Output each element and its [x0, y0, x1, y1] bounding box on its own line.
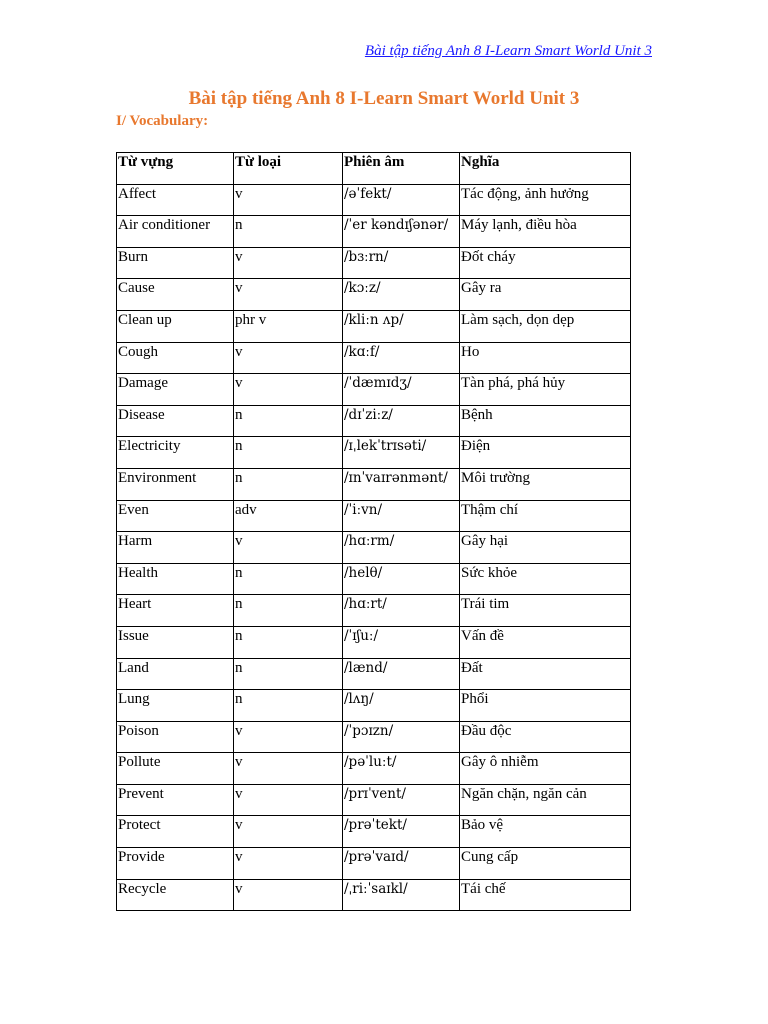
- cell-phonetic: /bɜːrn/: [343, 247, 460, 279]
- cell-meaning: Đất: [460, 658, 631, 690]
- cell-part-of-speech: n: [234, 658, 343, 690]
- cell-part-of-speech: v: [234, 374, 343, 406]
- cell-part-of-speech: n: [234, 468, 343, 500]
- cell-word: Poison: [117, 721, 234, 753]
- cell-meaning: Sức khỏe: [460, 563, 631, 595]
- cell-phonetic: /ˈdæmɪdʒ/: [343, 374, 460, 406]
- cell-word: Pollute: [117, 753, 234, 785]
- cell-phonetic: /hɑːrm/: [343, 532, 460, 564]
- cell-part-of-speech: v: [234, 721, 343, 753]
- cell-word: Issue: [117, 626, 234, 658]
- cell-word: Land: [117, 658, 234, 690]
- table-row: [117, 468, 631, 500]
- header-link[interactable]: Bài tập tiếng Anh 8 I-Learn Smart World Unit 3: [364, 43, 652, 59]
- cell-meaning: Điện: [460, 437, 631, 469]
- cell-meaning: Bệnh: [460, 405, 631, 437]
- cell-word: Air conditioner: [117, 216, 234, 248]
- cell-phonetic: /prəˈtekt/: [343, 816, 460, 848]
- cell-part-of-speech: v: [234, 342, 343, 374]
- cell-meaning: Phổi: [460, 690, 631, 722]
- table-row: [117, 342, 631, 374]
- cell-phonetic: /hɑːrt/: [343, 595, 460, 627]
- cell-part-of-speech: v: [234, 753, 343, 785]
- table-row: [117, 626, 631, 658]
- cell-part-of-speech: v: [234, 279, 343, 311]
- cell-word: Even: [117, 500, 234, 532]
- cell-part-of-speech: n: [234, 437, 343, 469]
- cell-meaning: Tái chế: [460, 879, 631, 911]
- table-row: [117, 595, 631, 627]
- header-meaning: Nghĩa: [460, 153, 631, 185]
- table-row: [117, 658, 631, 690]
- cell-phonetic: /əˈfekt/: [343, 184, 460, 216]
- cell-phonetic: /ˈɪʃuː/: [343, 626, 460, 658]
- cell-meaning: Tàn phá, phá hủy: [460, 374, 631, 406]
- cell-word: Damage: [117, 374, 234, 406]
- cell-word: Clean up: [117, 310, 234, 342]
- table-row: [117, 184, 631, 216]
- cell-meaning: Bảo vệ: [460, 816, 631, 848]
- cell-phonetic: /ˈer kəndɪʃənər/: [343, 216, 460, 248]
- cell-phonetic: /ˌriːˈsaɪkl/: [343, 879, 460, 911]
- table-row: [117, 500, 631, 532]
- cell-meaning: Máy lạnh, điều hòa: [460, 216, 631, 248]
- cell-part-of-speech: v: [234, 848, 343, 880]
- cell-word: Heart: [117, 595, 234, 627]
- cell-part-of-speech: n: [234, 563, 343, 595]
- cell-phonetic: /lænd/: [343, 658, 460, 690]
- cell-part-of-speech: n: [234, 626, 343, 658]
- vocabulary-table: [116, 152, 631, 911]
- table-row: [117, 532, 631, 564]
- cell-meaning: Gây ra: [460, 279, 631, 311]
- cell-phonetic: /lʌŋ/: [343, 690, 460, 722]
- cell-part-of-speech: adv: [234, 500, 343, 532]
- table-header-row: [117, 153, 631, 185]
- table-body: [117, 184, 631, 911]
- cell-word: Environment: [117, 468, 234, 500]
- cell-word: Protect: [117, 816, 234, 848]
- cell-part-of-speech: v: [234, 879, 343, 911]
- cell-part-of-speech: n: [234, 595, 343, 627]
- table-row: [117, 848, 631, 880]
- cell-phonetic: /prəˈvaɪd/: [343, 848, 460, 880]
- cell-part-of-speech: n: [234, 216, 343, 248]
- cell-word: Prevent: [117, 784, 234, 816]
- cell-meaning: Vấn đề: [460, 626, 631, 658]
- table-row: [117, 437, 631, 469]
- cell-word: Cause: [117, 279, 234, 311]
- table-row: [117, 279, 631, 311]
- table-row: [117, 247, 631, 279]
- cell-meaning: Cung cấp: [460, 848, 631, 880]
- cell-part-of-speech: n: [234, 690, 343, 722]
- cell-phonetic: /kɔːz/: [343, 279, 460, 311]
- cell-word: Cough: [117, 342, 234, 374]
- table-row: [117, 216, 631, 248]
- header-phonetic: Phiên âm: [343, 153, 460, 185]
- cell-phonetic: /kɑːf/: [343, 342, 460, 374]
- cell-meaning: Làm sạch, dọn dẹp: [460, 310, 631, 342]
- header-word: Từ vựng: [117, 153, 234, 185]
- cell-meaning: Gây hại: [460, 532, 631, 564]
- cell-part-of-speech: v: [234, 184, 343, 216]
- cell-phonetic: /kliːn ʌp/: [343, 310, 460, 342]
- section-heading: I/ Vocabulary:: [116, 113, 209, 129]
- cell-word: Health: [117, 563, 234, 595]
- cell-phonetic: /ˈpɔɪzn/: [343, 721, 460, 753]
- cell-part-of-speech: v: [234, 816, 343, 848]
- table-row: [117, 721, 631, 753]
- cell-word: Disease: [117, 405, 234, 437]
- table-row: [117, 405, 631, 437]
- table-row: [117, 690, 631, 722]
- table-row: [117, 816, 631, 848]
- cell-meaning: Đầu độc: [460, 721, 631, 753]
- cell-part-of-speech: phr v: [234, 310, 343, 342]
- cell-phonetic: /ˈiːvn/: [343, 500, 460, 532]
- header-part-of-speech: Từ loại: [234, 153, 343, 185]
- cell-word: Lung: [117, 690, 234, 722]
- cell-word: Recycle: [117, 879, 234, 911]
- table-row: [117, 784, 631, 816]
- cell-phonetic: /helθ/: [343, 563, 460, 595]
- document-title: Bài tập tiếng Anh 8 I-Learn Smart World Unit 3: [188, 88, 580, 109]
- cell-word: Provide: [117, 848, 234, 880]
- table-row: [117, 310, 631, 342]
- cell-meaning: Trái tim: [460, 595, 631, 627]
- cell-part-of-speech: n: [234, 405, 343, 437]
- table-row: [117, 563, 631, 595]
- table-row: [117, 879, 631, 911]
- cell-part-of-speech: v: [234, 532, 343, 564]
- cell-meaning: Thậm chí: [460, 500, 631, 532]
- cell-part-of-speech: v: [234, 247, 343, 279]
- table-row: [117, 753, 631, 785]
- cell-phonetic: /pəˈluːt/: [343, 753, 460, 785]
- cell-meaning: Đốt cháy: [460, 247, 631, 279]
- cell-word: Harm: [117, 532, 234, 564]
- cell-meaning: Ho: [460, 342, 631, 374]
- cell-phonetic: /dɪˈziːz/: [343, 405, 460, 437]
- cell-word: Affect: [117, 184, 234, 216]
- cell-word: Electricity: [117, 437, 234, 469]
- cell-word: Burn: [117, 247, 234, 279]
- cell-meaning: Gây ô nhiễm: [460, 753, 631, 785]
- cell-phonetic: /prɪˈvent/: [343, 784, 460, 816]
- cell-phonetic: /ɪˌlekˈtrɪsəti/: [343, 437, 460, 469]
- cell-meaning: Môi trường: [460, 468, 631, 500]
- cell-phonetic: /ɪnˈvaɪrənmənt/: [343, 468, 460, 500]
- cell-part-of-speech: v: [234, 784, 343, 816]
- cell-meaning: Tác động, ảnh hưởng: [460, 184, 631, 216]
- cell-meaning: Ngăn chặn, ngăn cản: [460, 784, 631, 816]
- table-row: [117, 374, 631, 406]
